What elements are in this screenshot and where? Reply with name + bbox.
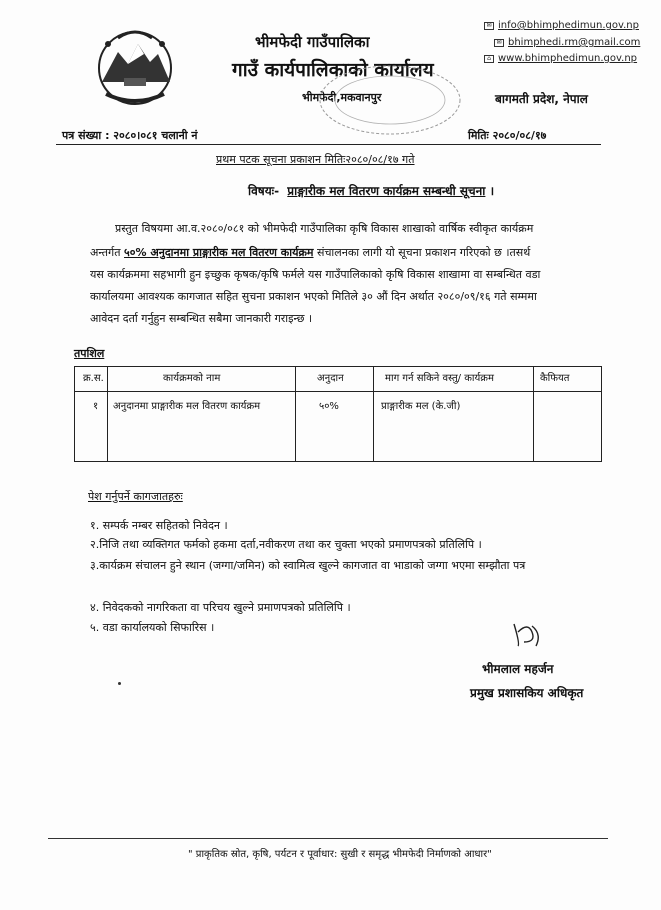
program-highlight: ५०% अनुदानमा प्राङ्गारीक मल वितरण कार्यक्रम: [124, 246, 314, 259]
email-icon: ✉: [494, 39, 504, 47]
letter-number: पत्र संख्या : २०८०।०८१ चलानी नं: [62, 129, 198, 142]
table-header: माग गर्न सकिने वस्तु/ कार्यक्रम: [385, 373, 494, 384]
publication-date: प्रथम पटक सूचना प्रकाशन मितिः२०८०/०८/१७ गते: [216, 153, 415, 166]
table-divider: [295, 367, 296, 461]
footer-divider: [48, 838, 608, 839]
email-icon: ✉: [484, 22, 494, 30]
list-item: १. सम्पर्क नम्बर सहितको निवेदन ।: [90, 519, 228, 532]
list-item: ३.कार्यक्रम संचालन हुने स्थान (जग्गा/जमिन) को स्वामित्व खुल्ने कागजात वा भाडाको जग्गा भएमा सम्झौता पत्र: [90, 559, 526, 572]
office-name: गाउँ कार्यपालिकाको कार्यालय: [232, 59, 434, 81]
table-divider: [533, 367, 534, 461]
body-line: अन्तर्गत ५०% अनुदानमा प्राङ्गारीक मल वितरण कार्यक्रम संचालनका लागी यो सूचना प्रकाशन गरिएको छ ।तसर्थ: [90, 246, 531, 259]
office-stamp-icon: [315, 60, 465, 140]
header-divider: [56, 144, 601, 145]
list-item: ४. निवेदकको नागरिकता वा परिचय खुल्ने प्रमाणपत्रको प्रतिलिपि ।: [90, 601, 351, 614]
signature-icon: [508, 620, 548, 650]
list-item: २.निजि तथा व्यक्तिगत फर्मको हकमा दर्ता,नवीकरण तथा कर चुक्ता भएको प्रमाणपत्रको प्रतिलिपि ।: [90, 538, 482, 551]
body-line: यस कार्यक्रममा सहभागी हुन इच्छुक कृषक/कृषि फर्मले यस गाउँपालिकाको कृषि विकास शाखामा वा सम्बन्धित वडा: [90, 268, 541, 281]
nepal-emblem-icon: [88, 22, 183, 110]
documents-heading: पेश गर्नुपर्ने कागजातहरुः: [88, 490, 183, 503]
subject-end: ।: [489, 184, 495, 198]
table-header: कार्यक्रमको नाम: [163, 373, 221, 384]
web-icon: ⌂: [484, 55, 494, 63]
table-cell: १: [93, 401, 99, 412]
letter-date: मितिः २०८०/०८/१७: [468, 129, 547, 142]
table-header: क्र.स.: [83, 373, 104, 384]
table-divider: [75, 391, 601, 392]
subject-label: विषयः-: [248, 184, 280, 198]
subject-line: [248, 182, 494, 199]
table-header: अनुदान: [317, 373, 344, 384]
details-table: [74, 366, 602, 462]
details-heading: तपशिल: [74, 347, 105, 360]
scan-speck: [118, 682, 121, 685]
contact-website[interactable]: ⌂ www.bhimphedimun.gov.np: [484, 53, 637, 64]
body-line: आवेदन दर्ता गर्नुहुन सम्बन्धित सबैमा जानकारी गराइन्छ ।: [90, 312, 313, 325]
list-item: ५. वडा कार्यालयको सिफारिस ।: [90, 621, 215, 634]
table-header: कैफियत: [540, 373, 570, 384]
contact-email-2[interactable]: ✉ bhimphedi.rm@gmail.com: [494, 37, 640, 48]
table-cell: ५०%: [319, 401, 339, 412]
signatory-designation: प्रमुख प्रशासकिय अधिकृत: [470, 686, 584, 700]
office-location: भीमफेदी,मकवानपुर: [302, 91, 382, 104]
subject-title: प्राङ्गारीक मल वितरण कार्यक्रम सम्बन्धी सूचना: [287, 184, 486, 198]
table-divider: [107, 367, 108, 461]
body-line: कार्यालयमा आवश्यक कागजात सहित सुचना प्रकाशन भएको मितिले ३० औं दिन अर्थात २०८०/०९/१६ गते सम्ममा: [90, 290, 537, 303]
table-divider: [373, 367, 374, 461]
province: बागमती प्रदेश, नेपाल: [495, 92, 588, 106]
body-line: प्रस्तुत विषयमा आ.व.२०८०/०८१ को भीमफेदी गाउँपालिका कृषि विकास शाखाको वार्षिक स्वीकृत कार्यक्रम: [115, 222, 534, 235]
footer-slogan: " प्राकृतिक स्रोत, कृषि, पर्यटन र पूर्वाधार: सुखी र समृद्ध भीमफेदी निर्माणको आधार": [188, 849, 492, 860]
signatory-name: भीमलाल महर्जन: [482, 662, 554, 676]
table-cell: अनुदानमा प्राङ्गारीक मल वितरण कार्यक्रम: [113, 401, 261, 412]
org-name: भीमफेदी गाउँपालिका: [255, 33, 370, 51]
table-cell: प्राङ्गारीक मल (के.जी): [381, 401, 461, 412]
contact-email-1[interactable]: ✉ info@bhimphedimun.gov.np: [484, 20, 639, 31]
